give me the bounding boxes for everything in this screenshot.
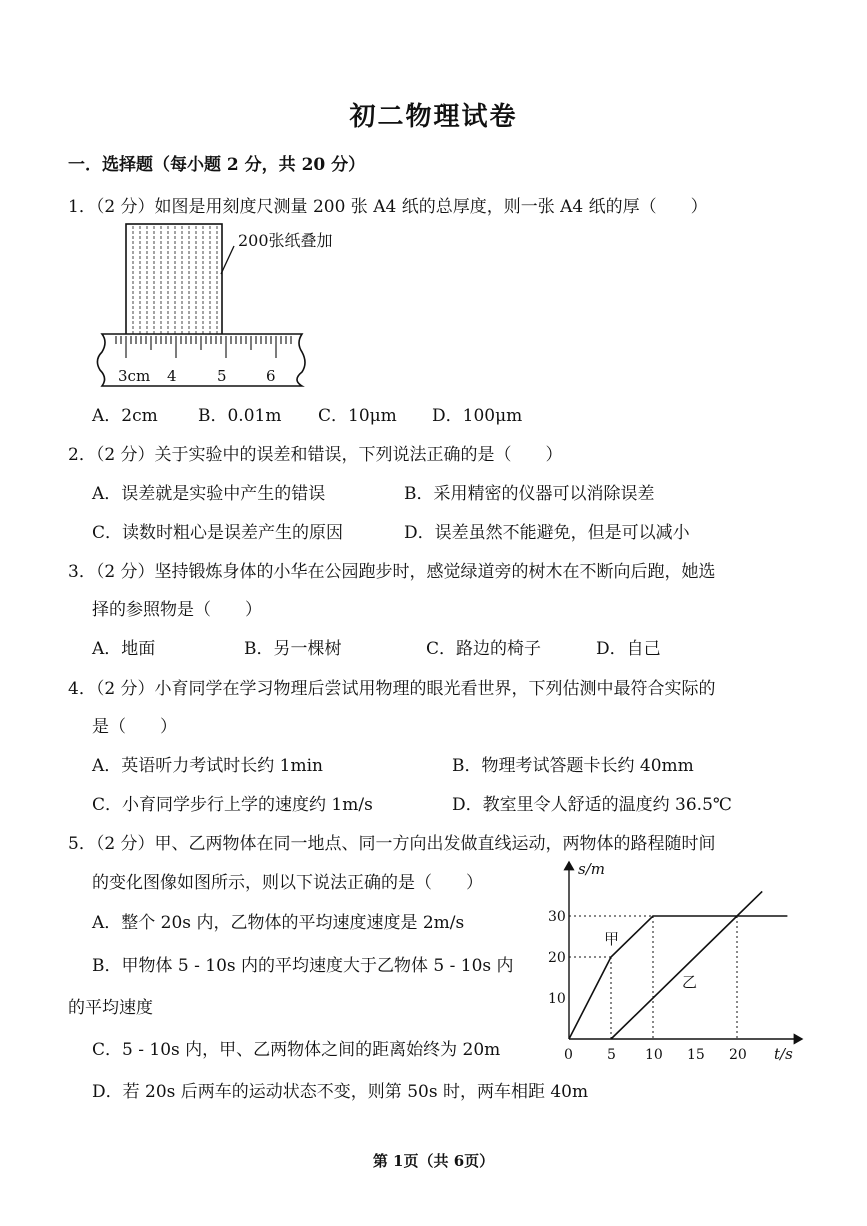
q5-option-d[interactable]: D．若 20s 后两车的运动状态不变，则第 50s 时，两车相距 40m xyxy=(92,1082,589,1102)
ruler-label-5: 5 xyxy=(217,367,227,385)
series-label-jia: 甲 xyxy=(604,930,620,948)
q3-stem-line2: 择的参照物是（ ） xyxy=(92,600,262,620)
q4-stem-line2: 是（ ） xyxy=(92,717,177,737)
q2-option-b[interactable]: B．采用精密的仪器可以消除误差 xyxy=(404,484,655,504)
ruler-label-3: 3cm xyxy=(118,367,151,385)
q2-option-d[interactable]: D．误差虽然不能避免，但是可以减小 xyxy=(404,523,690,543)
q2-option-c[interactable]: C．读数时粗心是误差产生的原因 xyxy=(92,523,344,543)
q5-stem-line2: 的变化图像如图所示，则以下说法正确的是（ ） xyxy=(92,873,483,893)
q4-option-c[interactable]: C．小育同学步行上学的速度约 1m/s xyxy=(92,795,373,815)
page-title: 初二物理试卷 xyxy=(349,102,518,132)
q4-option-d[interactable]: D．教室里令人舒适的温度约 36.5℃ xyxy=(452,795,732,815)
q3-option-d[interactable]: D．自己 xyxy=(596,639,661,659)
q4-option-a[interactable]: A．英语听力考试时长约 1min xyxy=(92,756,324,776)
q5-stem-line1: 5．（2 分）甲、乙两物体在同一地点、同一方向出发做直线运动，两物体的路程随时间 xyxy=(68,834,716,854)
x-tick-label-10: 10 xyxy=(645,1047,663,1063)
q3-option-b[interactable]: B．另一棵树 xyxy=(244,639,342,659)
q1-stem: 1．（2 分）如图是用刻度尺测量 200 张 A4 纸的总厚度，则一张 A4 纸的厚（ ） xyxy=(68,197,708,217)
q5-option-c[interactable]: C．5 - 10s 内，甲、乙两物体之间的距离始终为 20m xyxy=(92,1040,501,1060)
q5-option-b-cont[interactable]: 的平均速度 xyxy=(68,998,153,1018)
ruler-label-4: 4 xyxy=(167,367,177,385)
st-graph xyxy=(540,852,820,1070)
leader-line xyxy=(221,246,234,274)
q3-stem-line1: 3．（2 分）坚持锻炼身体的小华在公园跑步时，感觉绿道旁的树木在不断向后跑，她选 xyxy=(68,562,716,582)
y-tick-label-10: 10 xyxy=(548,991,566,1007)
q3-option-a[interactable]: A．地面 xyxy=(92,639,156,659)
q2-stem: 2．（2 分）关于实验中的误差和错误，下列说法正确的是（ ） xyxy=(68,445,563,465)
ruler-figure xyxy=(92,222,333,390)
paper-stack xyxy=(126,224,222,336)
q1-option-a[interactable]: A．2cm xyxy=(92,406,158,426)
origin-label: 0 xyxy=(564,1047,573,1063)
section-heading: 一．选择题（每小题 2 分，共 20 分） xyxy=(68,155,366,175)
series-line-jia xyxy=(569,916,787,1039)
y-tick-label-20: 20 xyxy=(548,950,566,966)
ruler-label-6: 6 xyxy=(266,367,276,385)
y-axis-label: s/m xyxy=(578,860,605,878)
q2-option-a[interactable]: A．误差就是实验中产生的错误 xyxy=(92,484,326,504)
q4-option-b[interactable]: B．物理考试答题卡长约 40mm xyxy=(452,756,694,776)
q3-option-c[interactable]: C．路边的椅子 xyxy=(426,639,542,659)
series-line-yi xyxy=(611,891,762,1039)
stack-label: 200张纸叠加 xyxy=(238,231,333,250)
x-tick-label-5: 5 xyxy=(607,1047,616,1063)
x-tick-label-20: 20 xyxy=(729,1047,747,1063)
q5-option-b[interactable]: B．甲物体 5 - 10s 内的平均速度大于乙物体 5 - 10s 内 xyxy=(92,956,514,976)
series-label-yi: 乙 xyxy=(682,973,698,991)
q1-option-b[interactable]: B．0.01m xyxy=(198,406,282,426)
page-footer: 第 1页（共 6页） xyxy=(372,1152,495,1170)
x-tick-label-15: 15 xyxy=(687,1047,705,1063)
y-tick-label-30: 30 xyxy=(548,909,566,925)
x-axis-label: t/s xyxy=(774,1045,793,1063)
ruler xyxy=(97,334,305,386)
q5-option-a[interactable]: A．整个 20s 内，乙物体的平均速度速度是 2m/s xyxy=(92,913,465,933)
q1-option-c[interactable]: C．10μm xyxy=(318,406,397,426)
q1-option-d[interactable]: D．100μm xyxy=(432,406,523,426)
q4-stem-line1: 4．（2 分）小育同学在学习物理后尝试用物理的眼光看世界，下列估测中最符合实际的 xyxy=(68,679,716,699)
